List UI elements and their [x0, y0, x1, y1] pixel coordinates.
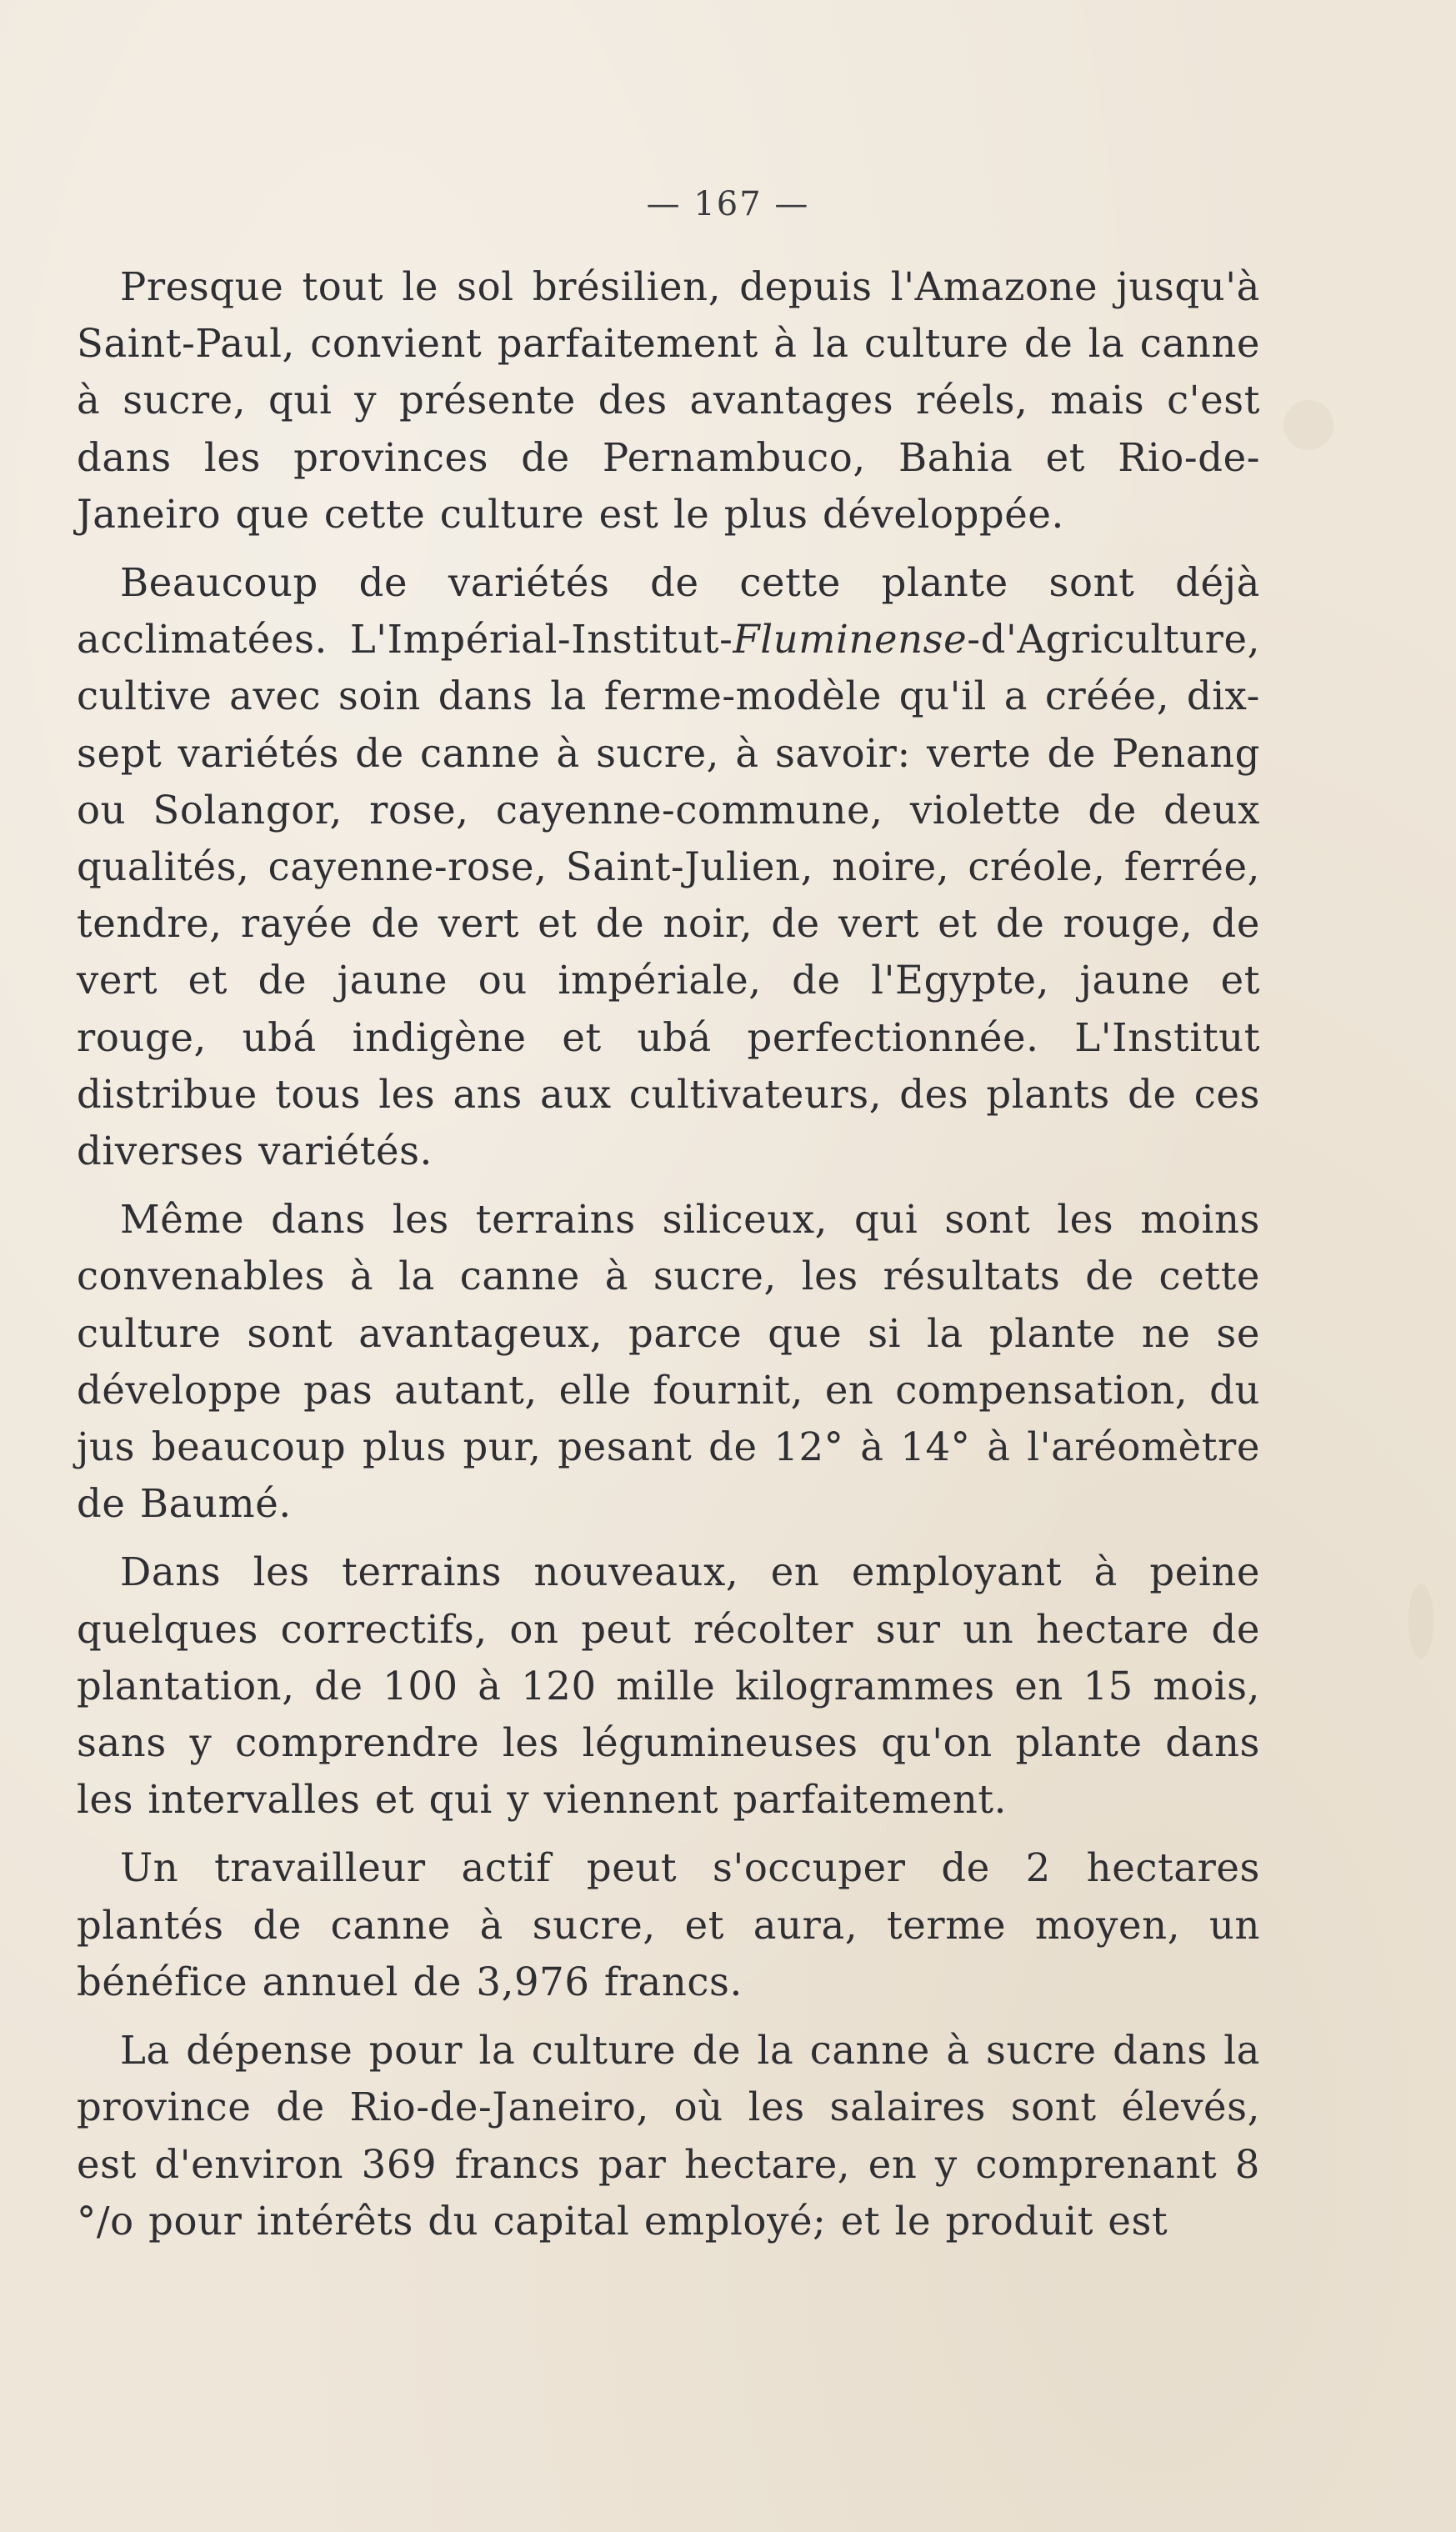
- paragraph-terrains-siliceux: Même dans les terrains siliceux, qui sont les moins convenables à la canne à sucre, les résultats de cette culture sont avantageux, parce que si la plante ne se développe pas autant, elle fournit, en compensation, du jus beaucoup plus pur, pesant de 12° à 14° à l'aréomètre de Baumé.: [77, 1197, 1260, 1527]
- paper-stain: [1283, 400, 1333, 450]
- paragraph-varietes-start: Beaucoup de variétés de cette plante sont déjà acclimatées. L'Impérial-Institut-: [77, 560, 1260, 663]
- italic-fluminense: Fluminense: [733, 617, 968, 663]
- paragraph-sol-bresilien: Presque tout le sol brésilien, depuis l'Amazone jusqu'à Saint-Paul, convient parfaitement à la culture de la canne à sucre, qui y présente des avantages réels, mais c'est dans les provinces de Pernambuco, Bahia et Rio-de-Janeiro que cette culture est le plus développée.: [77, 264, 1260, 537]
- paragraph-depense: La dépense pour la culture de la canne à sucre dans la province de Rio-de-Janeiro, où les salaires sont élevés, est d'environ 369 francs par hectare, en y comprenant 8 °/o pour intérêts du capital employé; et le produit est: [77, 2028, 1260, 2244]
- paragraph-varietes: [77, 554, 1260, 1179]
- body-text: [77, 258, 1260, 2261]
- paragraph-travailleur: Un travailleur actif peut s'occuper de 2 hectares plantés de canne à sucre, et aura, terme moyen, un bénéfice annuel de 3,976 francs.: [77, 1845, 1260, 2004]
- paper-stain: [1408, 1584, 1433, 1659]
- paragraph-terrains-nouveaux: Dans les terrains nouveaux, en employant à peine quelques correctifs, on peut récolter sur un hectare de plantation, de 100 à 120 mille kilogrammes en 15 mois, sans y comprendre les légumineuses qu'on plante dans les intervalles et qui y viennent parfaitement.: [77, 1549, 1260, 1823]
- page-number: — 167 —: [646, 185, 810, 223]
- paragraph-varietes-end: -d'Agriculture, cultive avec soin dans la ferme-modèle qu'il a créée, dix-sept variétés de canne à sucre, à savoir: verte de Penang ou Solangor, rose, cayenne-commune, violette de deux qualités, cayenne-rose, Saint-Julien, noire, créole, ferrée, tendre, rayée de vert et de noir, de vert et de rouge, de vert et de jaune ou impériale, de l'Egypte, jaune et rouge, ubá indigène et ubá perfectionnée. L'Institut distribue tous les ans aux cultivateurs, des plants de ces diverses variétés.: [77, 617, 1260, 1174]
